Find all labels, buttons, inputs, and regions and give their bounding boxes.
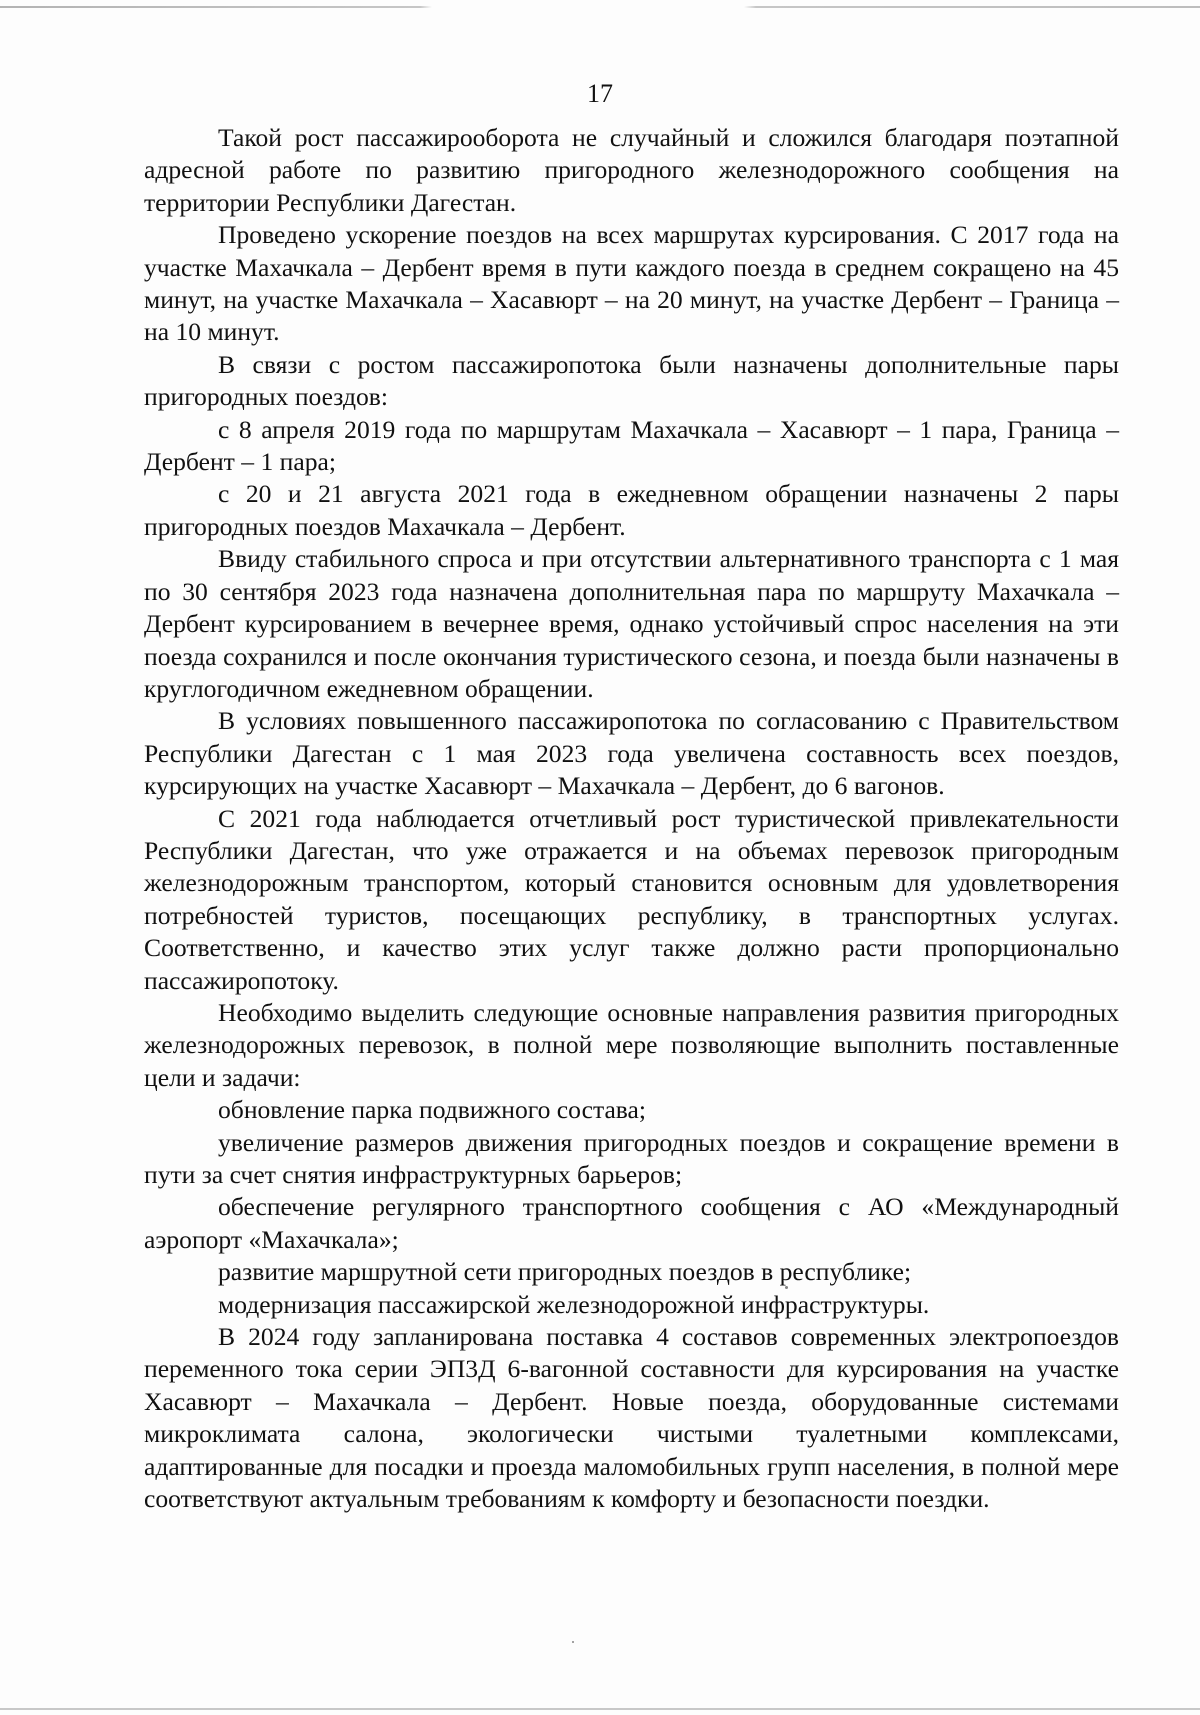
list-item: обновление парка подвижного состава;	[218, 1095, 647, 1125]
paragraph: Такой рост пассажирооборота не случайный и сложился благодаря поэтапной адресной работе по развитию пригородного железнодорожного сообщения на территории Республики Дагестан.	[144, 123, 1119, 217]
list-item: с 20 и 21 августа 2021 года в ежедневном обращении назначены 2 пары пригородных поездов Махачкала – Дербент.	[144, 479, 1119, 541]
page-number: 17	[587, 79, 613, 108]
paragraph: Проведено ускорение поездов на всех маршрутах курсирования. С 2017 года на участке Махачкала – Дербент время в пути каждого поезда в среднем сокращено на 45 минут, на участке Махачкала – Хасавюрт – на 20 минут, на участке Дербент – Граница – на 10 минут.	[144, 220, 1119, 347]
paragraph: Необходимо выделить следующие основные направления развития пригородных железнодорожных перевозок, в полной мере позволяющие выполнить поставленные цели и задачи:	[144, 997, 1119, 1092]
list-item: увеличение размеров движения пригородных поездов и сокращение времени в пути за счет снятия инфраструктурных барьеров;	[144, 1127, 1119, 1189]
list-item: с 8 апреля 2019 года по маршрутам Махачкала – Хасавюрт – 1 пара, Граница – Дербент – 1 пара;	[144, 414, 1119, 477]
paragraph: В условиях повышенного пассажиропотока по согласованию с Правительством Республики Дагестан с 1 мая 2023 года увеличена составность всех поездов, курсирующих на участке Хасавюрт – Махачкала – Дербент, до 6 вагонов.	[144, 706, 1119, 801]
scan-edge-bottom	[0, 1708, 1200, 1710]
list-item: обеспечение регулярного транспортного сообщения с АО «Международный аэропорт «Махачкала»;	[144, 1192, 1119, 1254]
document-body	[144, 122, 1119, 1515]
paragraph: В связи с ростом пассажиропотока были назначены дополнительные пары пригородных поездов:	[144, 349, 1119, 412]
paragraph: Ввиду стабильного спроса и при отсутствии альтернативного транспорта с 1 мая по 30 сентября 2023 года назначена дополнительная пара по маршруту Махачкала – Дербент курсированием в вечернее время, однако устойчивый спрос населения на эти поезда сохранился и после окончания туристического сезона, и поезда были назначены в круглогодичном ежедневном обращении.	[144, 544, 1119, 703]
scan-edge-top	[0, 6, 1200, 8]
scan-speck	[785, 1286, 788, 1289]
list-item: развитие маршрутной сети пригородных поездов в республике;	[218, 1257, 912, 1287]
paragraph: С 2021 года наблюдается отчетливый рост туристической привлекательности Республики Дагестан, что уже отражается и на объемах перевозок пригородным железнодорожным транспортом, который становится основным для удовлетворения потребностей туристов, посещающих республику, в транспортных услугах. Соответственно, и качество этих услуг также должно расти пропорционально пассажиропотоку.	[144, 803, 1119, 995]
list-item: модернизация пассажирской железнодорожной инфраструктуры.	[218, 1289, 930, 1319]
paragraph: В 2024 году запланирована поставка 4 составов современных электропоездов переменного тока серии ЭП3Д 6-вагонной составности для курсирования на участке Хасавюрт – Махачкала – Дербент. Новые поезда, оборудованные системами микроклимата салона, экологически чистыми туалетными комплексами, адаптированные для посадки и проезда маломобильных групп населения, в полной мере соответствуют актуальным требованиям к комфорту и безопасности поездки.	[144, 1322, 1119, 1514]
scan-speck	[572, 1641, 574, 1643]
